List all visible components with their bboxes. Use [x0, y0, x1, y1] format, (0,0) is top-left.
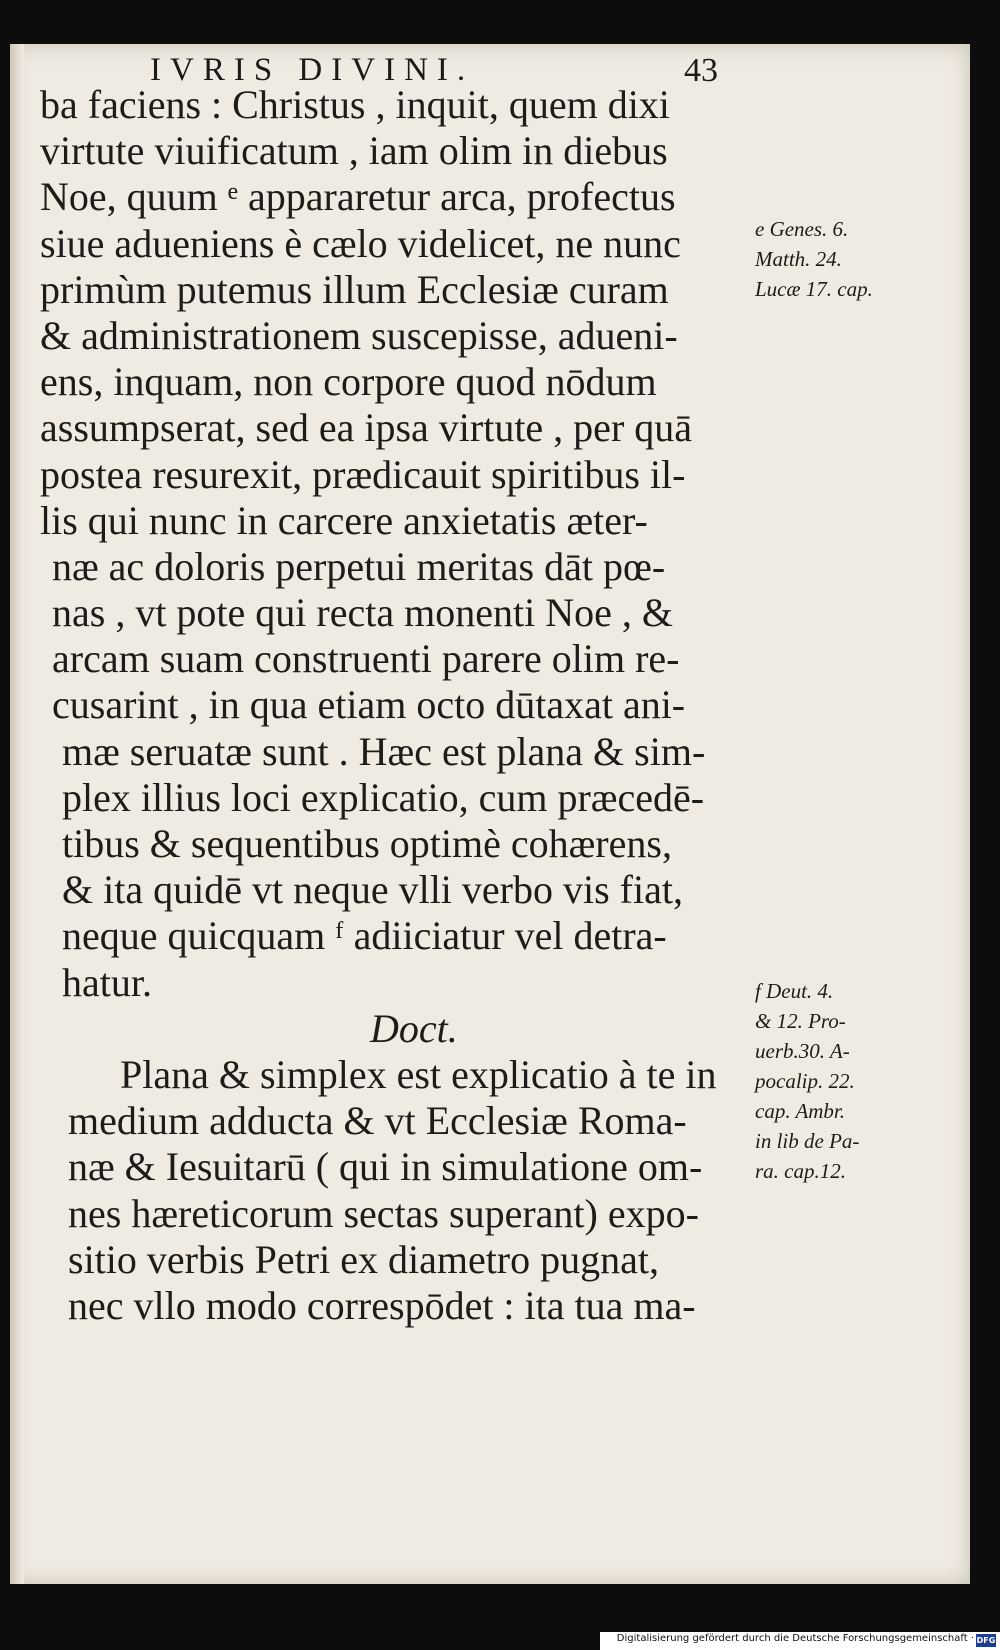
text-line: medium adducta & vt Ecclesiæ Roma-	[68, 1098, 687, 1144]
main-text-block	[40, 82, 720, 1329]
margin-note-e	[755, 214, 925, 304]
funding-credit: Digitalisierung gefördert durch die Deutsche Forschungsgemeinschaft ·	[616, 1633, 974, 1644]
text-line: sitio verbis Petri ex diametro pugnat,	[68, 1236, 659, 1282]
text-line: virtute viuificatum , iam olim in diebus	[40, 128, 668, 174]
text-line: hatur.	[62, 959, 152, 1005]
text-line: tibus & sequentibus optimè cohærens,	[62, 821, 672, 866]
margin-note-f	[755, 976, 925, 1186]
text-line: neque quicquam ᶠ adiiciatur vel detra-	[62, 913, 667, 959]
margin-note-line: cap. Ambr.	[755, 1099, 846, 1123]
text-line: nes hæreticorum sectas superant) expo-	[68, 1190, 699, 1236]
dfg-logo-icon: DFG	[976, 1636, 996, 1645]
text-line: nec vllo modo correspōdet : ita tua ma-	[68, 1282, 696, 1328]
margin-note-line: & 12. Pro-	[755, 1009, 846, 1033]
text-line: Plana & simplex est explicatio à te in	[120, 1051, 717, 1097]
text-line: plex illius loci explicatio, cum præcedē-	[62, 774, 705, 820]
margin-note-line: ra. cap.12.	[755, 1159, 846, 1183]
margin-note-line: pocalip. 22.	[755, 1069, 855, 1093]
section-heading: Doct.	[370, 1005, 458, 1051]
running-head-title: IVRIS DIVINI.	[150, 52, 475, 88]
text-line: lis qui nunc in carcere anxietatis æter-	[40, 497, 648, 543]
margin-note-line: Lucæ 17. cap.	[755, 277, 873, 301]
text-line: assumpserat, sed ea ipsa virtute , per quā	[40, 405, 693, 451]
text-line: primùm putemus illum Ecclesiæ curam	[40, 266, 669, 312]
margin-note-line: e Genes. 6.	[755, 217, 849, 241]
text-line: & administrationem suscepisse, adueni-	[40, 312, 678, 358]
text-line: siue adueniens è cælo videlicet, ne nunc	[40, 220, 681, 266]
text-line: cusarint , in qua etiam octo dūtaxat ani-	[52, 682, 686, 728]
text-line: nas , vt pote qui recta monenti Noe , &	[52, 590, 673, 636]
text-line: & ita quidē vt neque vlli verbo vis fiat,	[62, 867, 683, 913]
text-line: arcam suam construenti parere olim re-	[52, 636, 680, 682]
text-line: postea resurexit, prædicauit spiritibus il-	[40, 451, 686, 497]
margin-note-line: Matth. 24.	[755, 247, 842, 271]
margin-note-line: uerb.30. A-	[755, 1039, 850, 1063]
text-line: ba faciens : Christus , inquit, quem dixi	[40, 82, 670, 127]
page-number: 43	[684, 52, 718, 89]
page-gutter	[10, 44, 24, 1584]
margin-note-line: in lib de Pa-	[755, 1129, 860, 1153]
text-line: næ & Iesuitarū ( qui in simulatione om-	[68, 1144, 703, 1190]
text-line: ens, inquam, non corpore quod nōdum	[40, 359, 657, 405]
text-line: næ ac doloris perpetui meritas dāt pœ-	[52, 543, 666, 589]
funding-footer	[600, 1632, 1000, 1650]
margin-note-line: f Deut. 4.	[755, 979, 834, 1003]
text-line: Noe, quum ᵉ appararetur arca, profectus	[40, 174, 676, 220]
text-line: mæ seruatæ sunt . Hæc est plana & sim-	[62, 728, 706, 774]
